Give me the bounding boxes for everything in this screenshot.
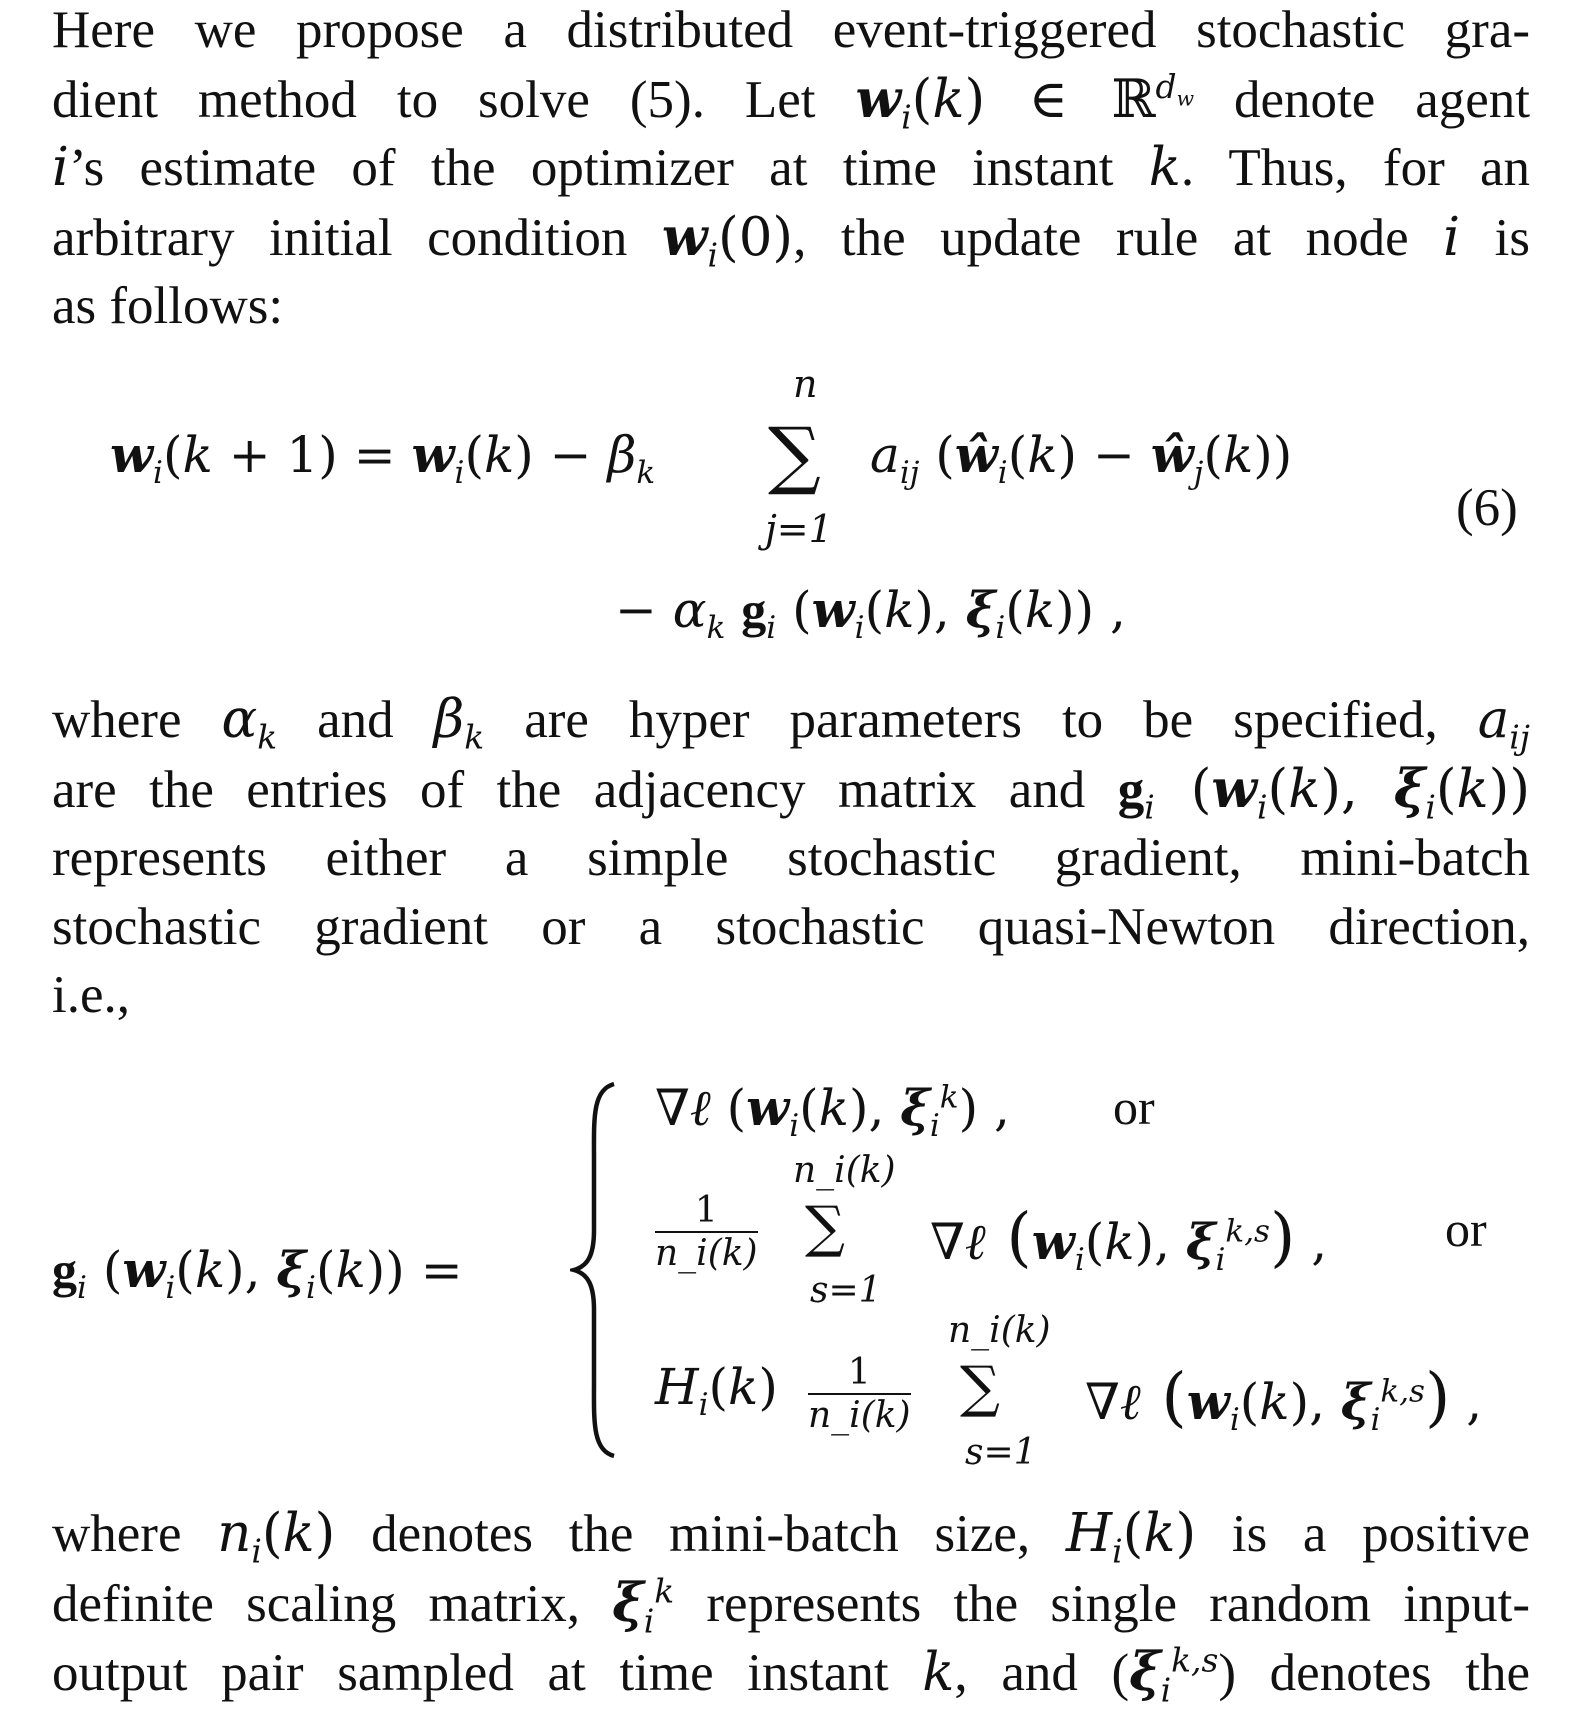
para2-line3: represents either a simple stochastic gradient, mini-batch — [52, 829, 1530, 887]
cases-brace — [570, 1080, 620, 1460]
para1-line1: Here we propose a distributed event-triggered stochastic gra- — [52, 1, 1530, 59]
eq7-case3-sum-bottom: s=1 — [965, 1432, 1037, 1473]
eq6-line2: − $\alpha_k$ $g_i$ ($w_i(k)$, $\xi_i(k)$) , — [615, 580, 1126, 646]
eq7-case2-sum-top: n_i(k) — [793, 1150, 896, 1191]
eq7-case3-expr: ∇ℓ ($w_i(k)$, $\xi_i^{k,s}$) , — [1085, 1360, 1483, 1438]
eq6-sum-top: n — [793, 362, 818, 406]
eq7-case2-sum-symbol: ∑ — [805, 1195, 845, 1260]
eq7-case3-fraction: $\frac{1}{n\_i(k)}$ — [808, 1352, 911, 1436]
eq6-lhs: $w_i(k + 1) = w_i(k) - \beta_k$ — [110, 425, 656, 491]
para3-line1: where $n_i(k)$ denotes the mini-batch size, $H_i(k)$ is a positive — [52, 1503, 1530, 1571]
eq7-case3-sum-top: n_i(k) — [948, 1310, 1051, 1351]
para1-line5: as follows: — [52, 277, 284, 335]
eq6-sum-symbol: ∑ — [768, 412, 821, 498]
para1-line4: arbitrary initial condition $w_i(0)$, the update rule at node i is — [52, 205, 1530, 275]
para1-line3: i’s estimate of the optimizer at time instant k. Thus, for an — [52, 137, 1530, 198]
eq6-term: $a_{ij}$ ($ŵ_i(k)$ − $ŵ_j(k)$) — [870, 425, 1293, 491]
para3-line3: output pair sampled at time instant k, and $(\xi_i^{k,s})$ denotes the — [52, 1640, 1531, 1710]
eq7-case3-sum-symbol: ∑ — [960, 1355, 1000, 1420]
eq7-case1: ∇ℓ ($w_i(k)$, $\xi_i^k$) , — [655, 1078, 1010, 1144]
eq7-case2-sum-bottom: s=1 — [810, 1270, 882, 1311]
para1-line2: dient method to solve (5). Let $w_i(k)$ ∈ ℝ$^{d_w}$ denote agent — [52, 66, 1530, 137]
eq7-or-2: or — [1445, 1201, 1487, 1257]
eq7-case2-fraction: $\frac{1}{n\_i(k)}$ — [655, 1190, 758, 1274]
para2-line2: are the entries of the adjacency matrix and $g_i$ ($w_i(k)$, $\xi_i(k)$) — [52, 757, 1530, 827]
para2-line4: stochastic gradient or a stochastic quasi-Newton direction, — [52, 897, 1530, 956]
paragraph-hyperparams — [52, 686, 1530, 1030]
eq6-sum-bottom: j=1 — [765, 507, 833, 551]
para2-line5: i.e., — [52, 966, 130, 1024]
eq7-lhs: $g_i$ ($w_i(k)$, $\xi_i(k)$) = — [52, 1240, 463, 1306]
eq7-case3-pre: $H_i(k)$ — [655, 1358, 778, 1423]
para3-line2: definite scaling matrix, $\xi_i^k$ represents the single random input- — [52, 1570, 1530, 1641]
eq6-number: (6) — [1456, 479, 1518, 537]
eq7-case2-expr: ∇ℓ ($w_i(k)$, $\xi_i^{k,s}$) , — [930, 1200, 1328, 1278]
para2-line1: where $\alpha_k$ and $\beta_k$ are hyper parameters to be specified, $a_{ij}$ — [52, 689, 1530, 757]
paragraph-definitions — [52, 1500, 1530, 1708]
eq7-or-1: or — [1113, 1079, 1155, 1135]
paragraph-intro — [52, 0, 1530, 341]
